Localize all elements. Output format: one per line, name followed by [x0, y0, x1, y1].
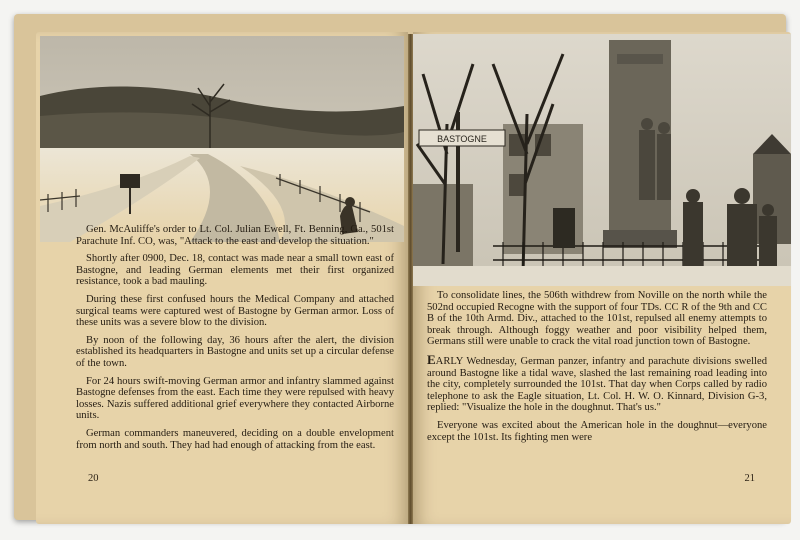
paragraph: To consolidate lines, the 506th withdrew from Noville on the north while the 502nd occupied Recogne with the support of four TDs. CC R of the 9th and CC B of the 10th Armd. Div., attached to the 101st, repulsed all enemy attempts to break through. Although foggy weather and poor visibility helped them, Germans still were unable to crack the vital road junction town of Bastogne.	[427, 290, 767, 348]
paragraph: Shortly after 0900, Dec. 18, contact was made near a small town east of Bastogne, and leading German elements met their first organized resistance, took a bad mauling.	[76, 253, 394, 288]
left-page-text	[76, 224, 394, 457]
paragraph: For 24 hours swift-moving German armor and infantry slammed against Bastogne defenses from the east. Each time they were repulsed with heavy losses. Nazis suffered additional grief everywhere they contacted Airborne units.	[76, 375, 394, 422]
road-sign-text: BASTOGNE	[437, 134, 487, 144]
paragraph: By noon of the following day, 36 hours after the alert, the division established its headquarters in Bastogne and units set up a circular defense of the town.	[76, 334, 394, 369]
page-number: 21	[744, 473, 755, 484]
paragraph: German commanders maneuvered, deciding on a double envelopment from north and south. They had had enough of attacking from the east.	[76, 427, 394, 451]
right-page-text	[427, 290, 767, 449]
paragraph-text: ARLY Wednesday, German panzer, infantry and parachute divisions swelled around Bastogne like a tidal wave, slashed the last remaining road leading into the city, completely surrounded the 101st. That day when Corps called by radio telephone to ask the Eagle situation, Lt. Col. H. W. O. Kinnard, Division G-3, replied: "Visualize the hole in the doughnut. That's us."	[427, 355, 767, 414]
monument-soldiers-photo	[413, 34, 791, 286]
drop-cap: E	[427, 351, 436, 367]
paragraph: During these first confused hours the Medical Company and attached surgical teams were captured west of Bastogne by German armor. Loss of these units was a severe blow to the division.	[76, 293, 394, 329]
open-booklet	[14, 14, 786, 520]
left-page	[36, 32, 408, 524]
paragraph	[427, 351, 767, 414]
paragraph: Gen. McAuliffe's order to Lt. Col. Julian Ewell, Ft. Benning, Ga., 501st Parachute Inf. CO, was, "Attack to the east and develop the situation."	[76, 224, 394, 247]
paragraph: Everyone was excited about the American hole in the doughnut—everyone except the 101st. Its fighting men were	[427, 419, 767, 443]
snowy-road-photo	[40, 36, 404, 242]
right-page	[413, 32, 791, 524]
page-number: 20	[88, 473, 99, 484]
